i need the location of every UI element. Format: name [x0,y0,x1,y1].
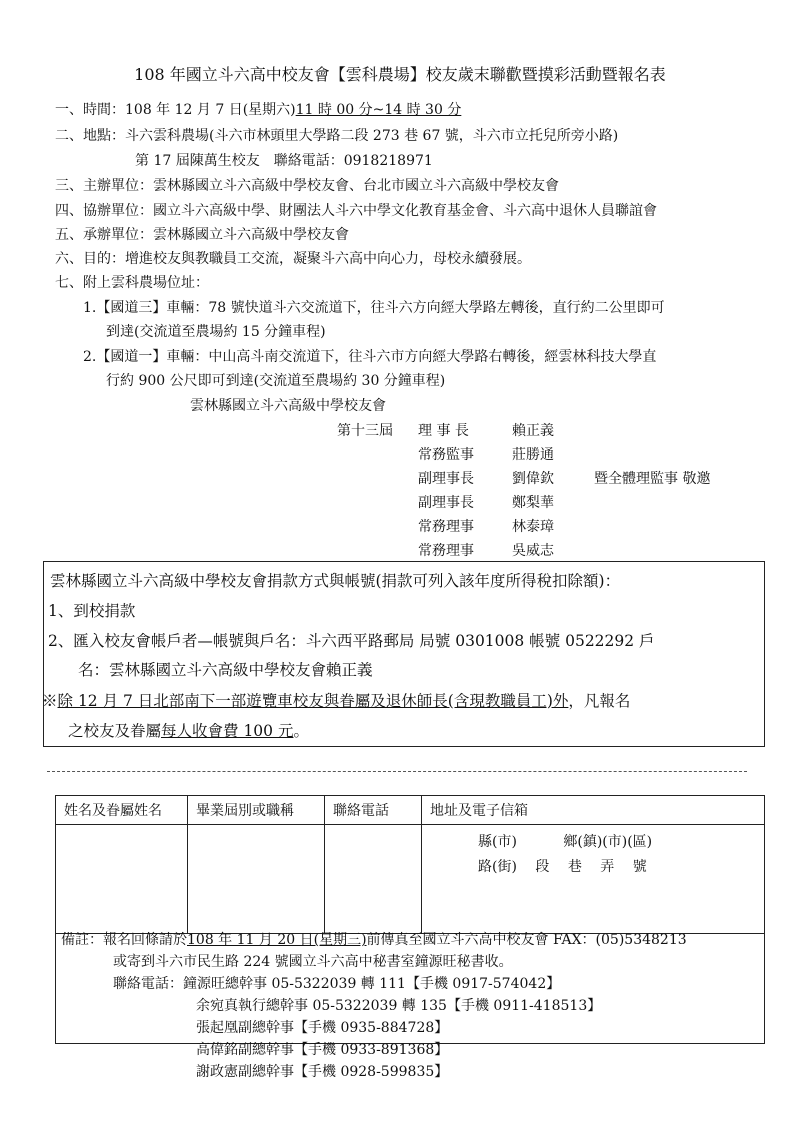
col-header-address: 地址及電子信箱 [422,796,765,825]
time-range: 11 時 00 分~14 時 30 分 [295,102,462,118]
board-title: 理 事 長 [418,423,469,439]
donation-item-1: 1、到校捐款 [48,602,136,620]
board-name: 吳威志 [512,543,554,559]
board-title: 副理事長 [418,495,474,511]
contact-line: 謝政憲副總幹事【手機 0928-599835】 [196,1064,449,1080]
col-header-grad: 畢業屆別或職稱 [188,796,325,825]
board-name: 莊勝通 [512,447,554,463]
info-address-heading: 七、附上雲科農場位址： [55,275,209,291]
board-title: 常務監事 [418,447,474,463]
grad-field[interactable] [188,825,325,934]
donation-note-cont: 之校友及眷屬每人收會費 100 元。 [68,722,309,740]
name-field[interactable] [56,825,188,934]
col-header-phone: 聯絡電話 [325,796,422,825]
direction-1-line1: 1.【國道三】車輛：78 號快道斗六交流道下，往斗六方向經大學路左轉後，直行約二公里即可 [83,300,665,316]
cut-line [47,771,747,772]
direction-1-line2: 到達(交流道至農場約 15 分鐘車程) [106,324,326,340]
invite-text: 暨全體理監事 敬邀 [594,471,711,487]
address-line-2: 路(街) 段 巷 弄 號 [478,859,647,875]
board-name: 劉偉欽 [512,471,554,487]
info-co-organizer: 四、協辦單位：國立斗六高級中學、財團法人斗六中學文化教育基金會、斗六高中退休人員聯誼會 [55,203,657,219]
board-name: 鄭梨華 [512,495,554,511]
registration-table [55,795,765,934]
contact-line: 余宛真執行總幹事 05-5322039 轉 135【手機 0911-418513】 [196,998,602,1014]
board-title: 副理事長 [418,471,474,487]
contact-line: 張起凰副總幹事【手機 0935-884728】 [196,1020,449,1036]
info-time: 一、時間：108 年 12 月 7 日(星期六)11 時 00 分~14 時 30 分 [55,102,462,118]
donation-box [43,561,765,747]
remarks-line-1: 備註：報名回條請於108 年 11 月 20 日(星期三)前傳真至國立斗六高中校友會 FAX：(05)5348213 [61,932,687,948]
info-organizer: 三、主辦單位：雲林縣國立斗六高級中學校友會、台北市國立斗六高級中學校友會 [55,178,559,194]
donation-header: 雲林縣國立斗六高級中學校友會捐款方式與帳號(捐款可列入該年度所得稅扣除額)： [50,572,621,590]
donation-note: ※除 12 月 7 日北部南下一部遊覽車校友與眷屬及退休師長(含現教職員工)外，凡報名 [42,692,631,710]
address-field[interactable] [422,825,765,934]
contact-line: 聯絡電話：鐘源旺總幹事 05-5322039 轉 111【手機 0917-574042】 [113,976,561,992]
donation-item-2-cont: 名：雲林縣國立斗六高級中學校友會賴正義 [78,661,373,679]
phone-field[interactable] [325,825,422,934]
donation-item-2: 2、匯入校友會帳戶者—帳號與戶名：斗六西平路郵局 局號 0301008 帳號 0522292 戶 [48,632,655,650]
board-title: 常務理事 [418,543,474,559]
contact-line: 高偉銘副總幹事【手機 0933-891368】 [196,1042,449,1058]
direction-2-line2: 行約 900 公尺即可到達(交流道至農場約 30 分鐘車程) [106,373,446,389]
info-location: 二、地點：斗六雲科農場(斗六市林頭里大學路二段 273 巷 67 號，斗六市立托兒所旁小路) [55,128,619,144]
board-name: 林泰璋 [512,519,554,535]
address-line-1: 縣(市) 鄉(鎮)(市)(區) [478,834,653,850]
page-title: 108 年國立斗六高中校友會【雲科農場】校友歲末聯歡暨摸彩活動暨報名表 [134,65,666,84]
org-name: 雲林縣國立斗六高級中學校友會 [190,398,386,414]
info-executor: 五、承辦單位：雲林縣國立斗六高級中學校友會 [55,227,349,243]
board-title: 常務理事 [418,519,474,535]
direction-2-line1: 2.【國道一】車輛：中山高斗南交流道下，往斗六市方向經大學路右轉後，經雲林科技大學直 [83,349,657,365]
board-name: 賴正義 [512,423,554,439]
info-contact: 第 17 屆陳萬生校友 聯絡電話：0918218971 [135,153,433,169]
col-header-name: 姓名及眷屬姓名 [56,796,188,825]
board-term: 第十三屆 [337,423,393,439]
remarks-line-2: 或寄到斗六市民生路 224 號國立斗六高中秘書室鐘源旺秘書收。 [113,954,513,970]
info-purpose: 六、目的：增進校友與教職員工交流，凝聚斗六高中向心力，母校永續發展。 [55,251,531,267]
